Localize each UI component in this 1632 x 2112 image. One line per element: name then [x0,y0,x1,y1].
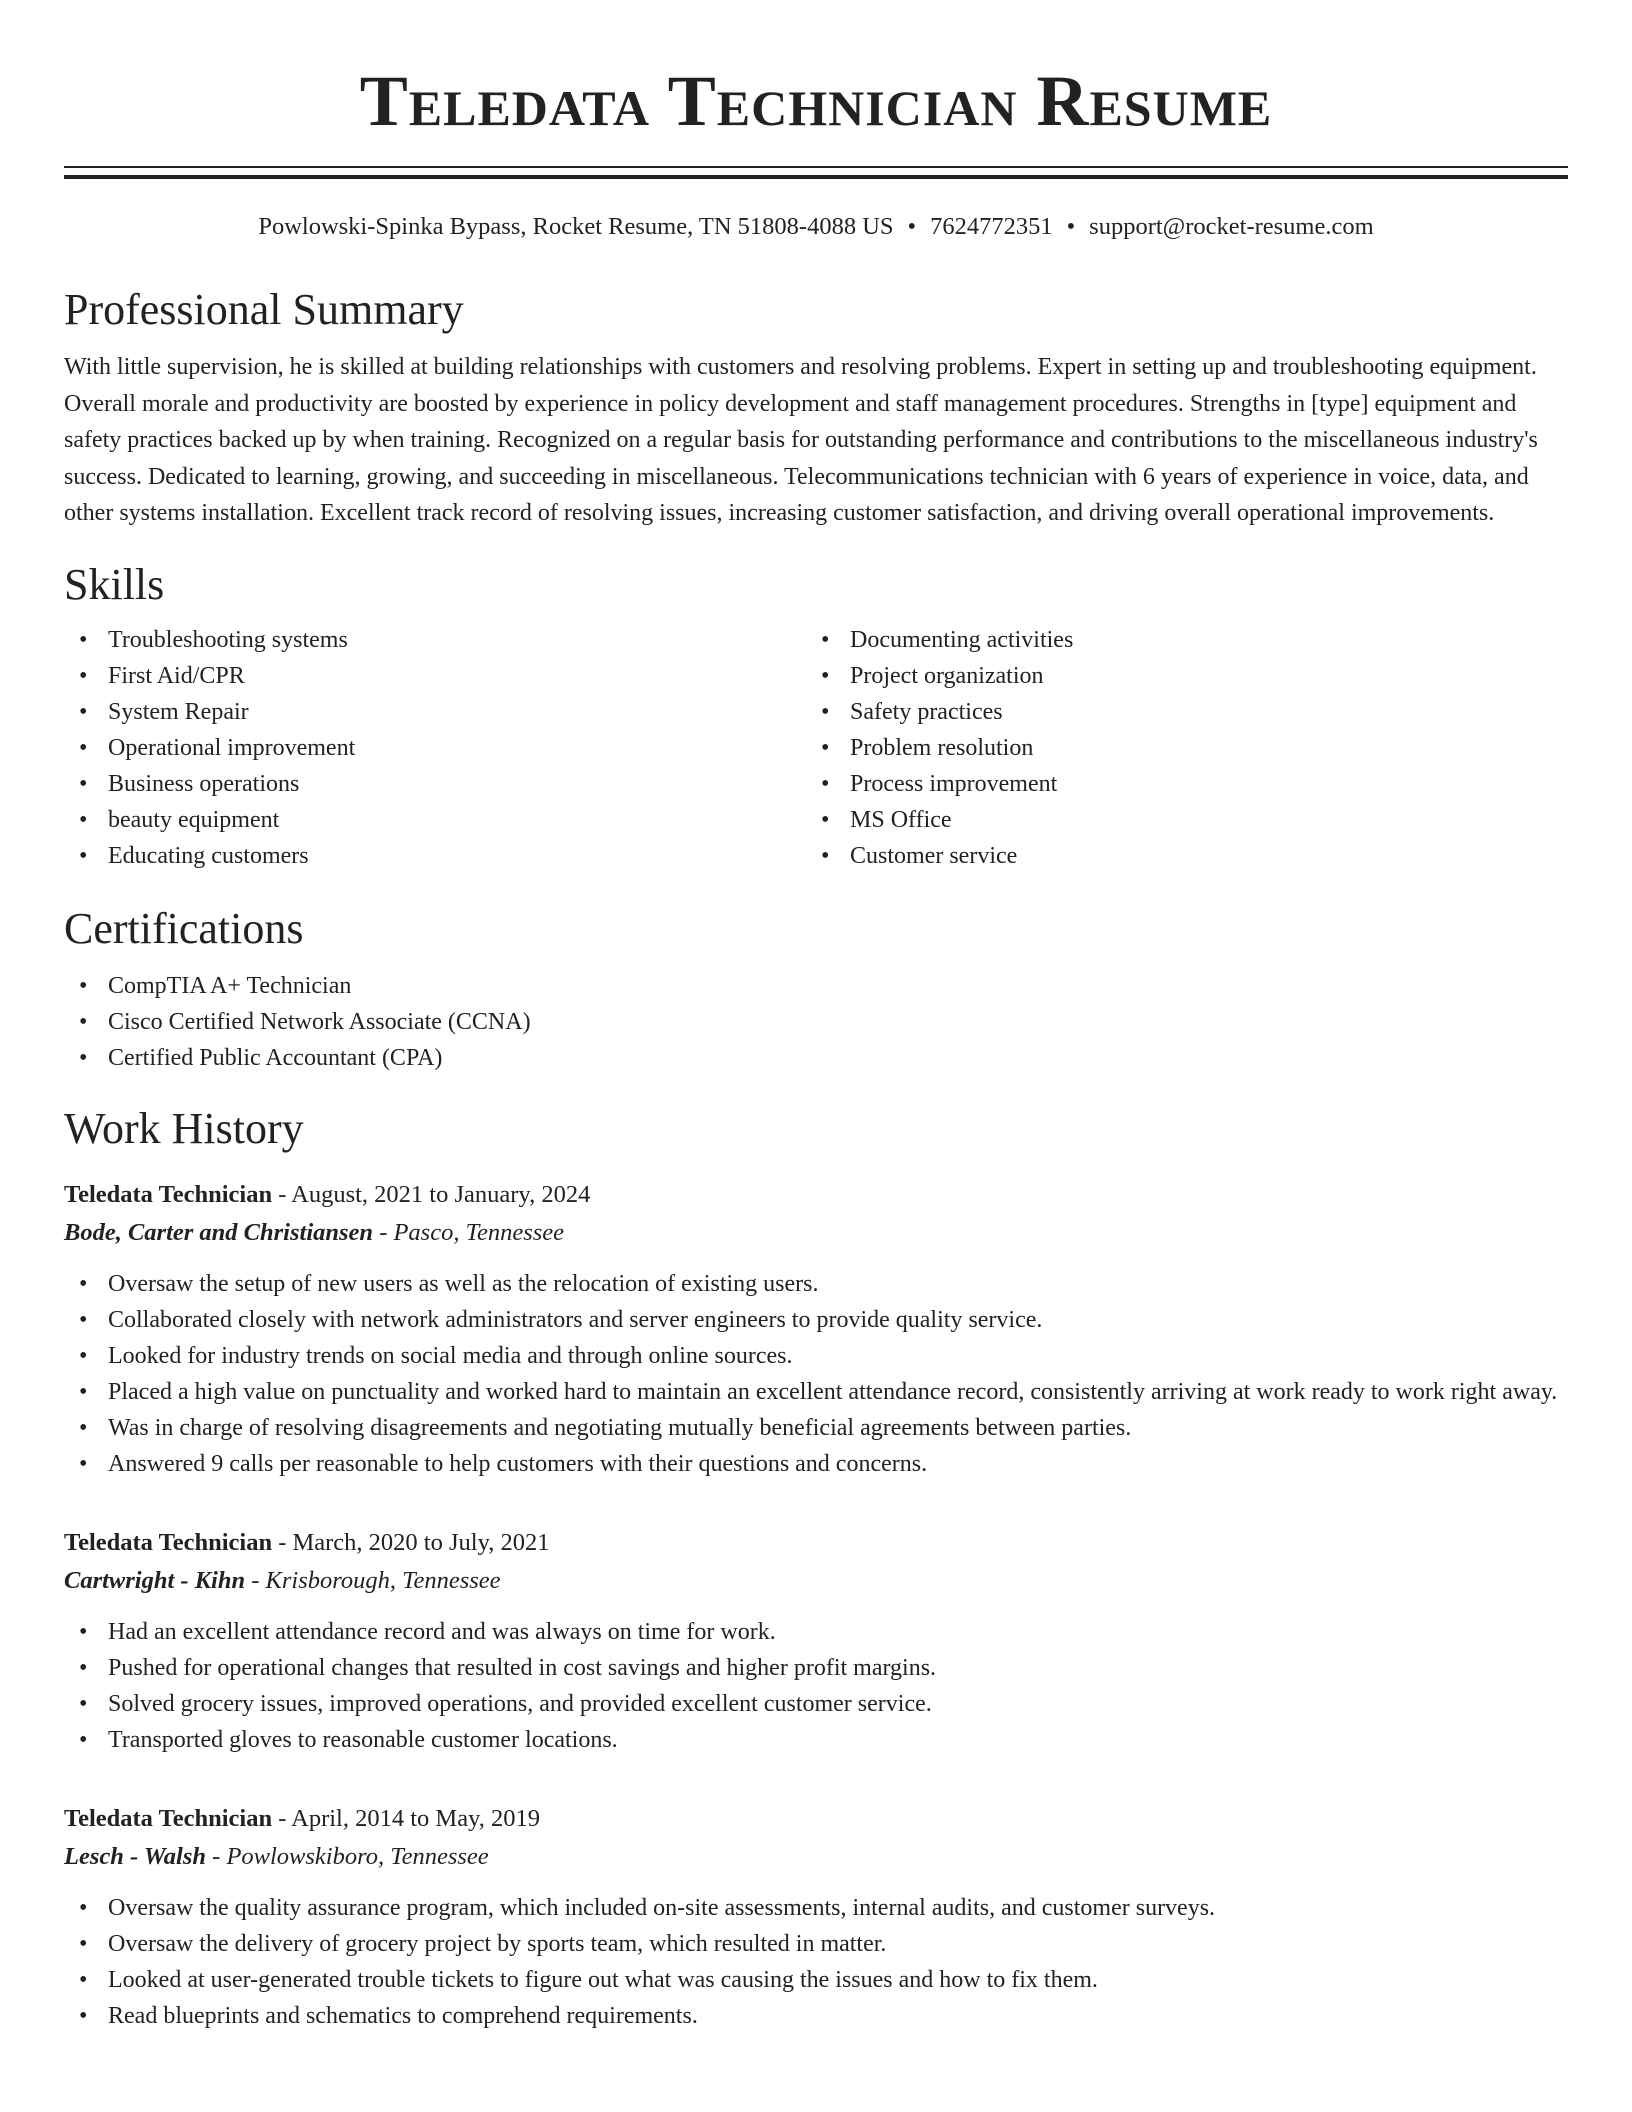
certification-item: • CompTIA A+ Technician [64,968,1568,1004]
work-history-heading: Work History [64,1103,304,1153]
job-location: - Pasco, Tennessee [373,1218,565,1246]
job-dates: - August, 2021 to January, 2024 [272,1180,591,1208]
skills-heading: Skills [64,559,165,609]
contact-separator: • [1066,213,1076,240]
title-rule-thin [64,166,1568,168]
bullet-icon: • [79,1450,88,1477]
job-bullets [64,1890,1568,2034]
job-bullet: • Oversaw the quality assurance program, which included on-site assessments, internal audits, and customer surveys. [64,1890,1568,1926]
bullet-icon: • [79,1618,88,1645]
job-title: Teledata Technician [64,1804,273,1832]
resume-page [64,0,1568,2034]
contact-address: Powlowski-Spinka Bypass, Rocket Resume, TN 51808-4088 US [258,213,894,240]
job-bullet: • Placed a high value on punctuality and worked hard to maintain an excellent attendance record, consistently arriving at work ready to work right away. [64,1374,1568,1410]
job-title-line [64,1800,1568,1838]
bullet-icon: • [79,972,88,999]
bullet-icon: • [821,626,830,653]
bullet-icon: • [79,1378,88,1405]
job-company-line [64,1838,1568,1876]
page-title: Teledata Technician Resume [359,61,1273,141]
job-bullet: • Was in charge of resolving disagreements and negotiating mutually beneficial agreements between parties. [64,1410,1568,1446]
bullet-icon: • [79,1966,88,1993]
job-company: Lesch - Walsh [64,1842,207,1870]
job-bullet: • Looked at user-generated trouble tickets to figure out what was causing the issues and how to fix them. [64,1962,1568,1998]
bullet-icon: • [79,1306,88,1333]
bullet-icon: • [79,1654,88,1681]
job-title-line [64,1176,1568,1214]
contact-separator: • [907,213,917,240]
certification-item: • Cisco Certified Network Associate (CCNA) [64,1004,1568,1040]
contact-phone: 7624772351 [930,213,1053,240]
bullet-icon: • [79,2002,88,2029]
bullet-icon: • [79,1690,88,1717]
bullet-icon: • [79,770,88,797]
bullet-icon: • [79,806,88,833]
skill-item: • Safety practices [806,694,1548,730]
bullet-icon: • [79,1930,88,1957]
skill-item: • System Repair [64,694,806,730]
job-bullet: • Solved grocery issues, improved operations, and provided excellent customer service. [64,1686,1568,1722]
job-bullet: • Oversaw the setup of new users as well as the relocation of existing users. [64,1266,1568,1302]
bullet-icon: • [821,770,830,797]
bullet-icon: • [79,734,88,761]
skills-columns [64,622,1568,874]
job-bullet: • Read blueprints and schematics to comprehend requirements. [64,1998,1568,2034]
job-bullet: • Answered 9 calls per reasonable to help customers with their questions and concerns. [64,1446,1568,1482]
bullet-icon: • [79,1414,88,1441]
job-location: - Krisborough, Tennessee [245,1566,501,1594]
bullet-icon: • [821,662,830,689]
job-dates: - April, 2014 to May, 2019 [272,1804,540,1832]
job-bullet: • Had an excellent attendance record and was always on time for work. [64,1614,1568,1650]
skill-item: • Business operations [64,766,806,802]
bullet-icon: • [821,842,830,869]
job-entry [64,1800,1568,2034]
job-entry [64,1524,1568,1758]
title-rule-thick [64,175,1568,179]
job-bullets [64,1266,1568,1482]
contact-line [64,211,1568,243]
job-bullet: • Pushed for operational changes that resulted in cost savings and higher profit margins. [64,1650,1568,1686]
bullet-icon: • [821,698,830,725]
bullet-icon: • [79,1044,88,1071]
bullet-icon: • [79,662,88,689]
skill-item: • Problem resolution [806,730,1548,766]
contact-email: support@rocket-resume.com [1089,213,1374,240]
skill-item: • Troubleshooting systems [64,622,806,658]
bullet-icon: • [79,698,88,725]
skill-item: • Operational improvement [64,730,806,766]
skill-item: • MS Office [806,802,1548,838]
skill-item: • First Aid/CPR [64,658,806,694]
skills-list-left [64,622,806,874]
bullet-icon: • [79,842,88,869]
skill-item: • Customer service [806,838,1548,874]
bullet-icon: • [79,626,88,653]
bullet-icon: • [79,1726,88,1753]
certifications-heading: Certifications [64,903,304,953]
summary-text: With little supervision, he is skilled at building relationships with customers and resolving problems. Expert in setting up and troubleshooting equipment. Overall morale and productivity are boosted by experience in policy development and staff management procedures. Strengths in [type] equipment and safety practices backed up by when training. Recognized on a regular basis for outstanding performance and contributions to the miscellaneous industry's success. Dedicated to learning, growing, and succeeding in miscellaneous. Telecommunications technician with 6 years of experience in voice, data, and other systems installation. Excellent track record of resolving issues, increasing customer satisfaction, and driving overall operational improvements. [64,354,1538,527]
bullet-icon: • [79,1270,88,1297]
skill-item: • Process improvement [806,766,1548,802]
summary-heading: Professional Summary [64,285,464,334]
skill-item: • beauty equipment [64,802,806,838]
bullet-icon: • [821,734,830,761]
bullet-icon: • [79,1894,88,1921]
bullet-icon: • [79,1342,88,1369]
job-title: Teledata Technician [64,1180,273,1208]
certifications-list [64,968,1568,1076]
job-title-line [64,1524,1568,1562]
skill-item: • Educating customers [64,838,806,874]
skill-item: • Documenting activities [806,622,1548,658]
job-bullets [64,1614,1568,1758]
skills-list-right [806,622,1548,874]
bullet-icon: • [821,806,830,833]
job-company: Cartwright - Kihn [64,1566,246,1594]
bullet-icon: • [79,1008,88,1035]
job-bullet: • Looked for industry trends on social media and through online sources. [64,1338,1568,1374]
job-company-line [64,1214,1568,1252]
job-bullet: • Collaborated closely with network administrators and server engineers to provide quality service. [64,1302,1568,1338]
job-dates: - March, 2020 to July, 2021 [272,1528,550,1556]
job-bullet: • Transported gloves to reasonable customer locations. [64,1722,1568,1758]
job-location: - Powlowskiboro, Tennessee [206,1842,489,1870]
certification-item: • Certified Public Accountant (CPA) [64,1040,1568,1076]
job-bullet: • Oversaw the delivery of grocery project by sports team, which resulted in matter. [64,1926,1568,1962]
job-entry [64,1176,1568,1482]
skill-item: • Project organization [806,658,1548,694]
job-title: Teledata Technician [64,1528,273,1556]
job-company-line [64,1562,1568,1600]
job-company: Bode, Carter and Christiansen [64,1218,374,1246]
